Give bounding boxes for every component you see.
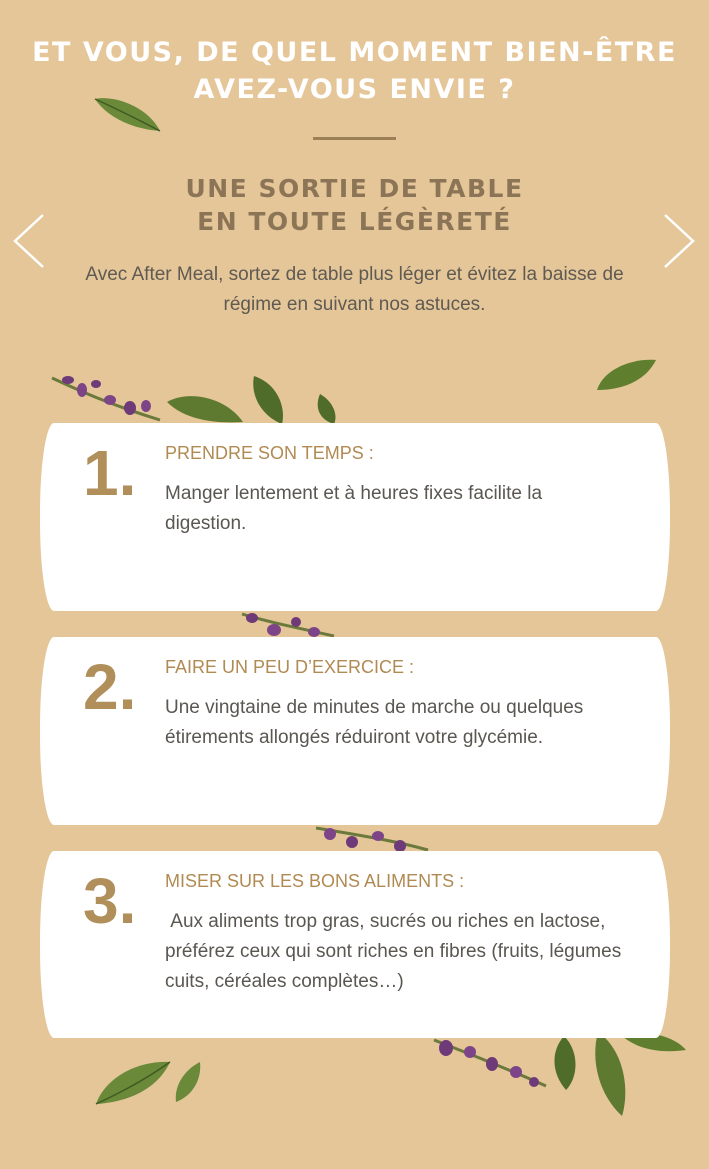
tip-number: 3. xyxy=(83,865,137,937)
tip-heading: FAIRE UN PEU D’EXERCICE : xyxy=(165,657,415,677)
slide-title-line-2: EN TOUTE LÉGÈRETÉ xyxy=(197,207,512,236)
leaf-icon xyxy=(165,392,245,426)
tip-number: 1. xyxy=(83,437,137,509)
leaf-icon xyxy=(248,374,288,426)
leaf-icon xyxy=(548,1034,582,1092)
page-title-line-2: AVEZ-VOUS ENVIE ? xyxy=(193,74,516,105)
leaf-icon xyxy=(170,1060,204,1104)
chevron-right-icon xyxy=(662,212,698,270)
slide-description: Avec After Meal, sortez de table plus léger et évitez la baisse de régime en suivant nos astuces. xyxy=(85,264,624,315)
sage-sprig-icon xyxy=(430,1034,550,1090)
sage-sprig-icon xyxy=(238,608,338,640)
chevron-left-icon xyxy=(10,212,46,270)
sage-sprig-icon xyxy=(48,368,168,428)
leaf-icon xyxy=(594,358,658,394)
sage-sprig-icon xyxy=(312,822,432,854)
page-title-line-1: ET VOUS, DE QUEL MOMENT BIEN-ÊTRE xyxy=(32,37,677,68)
tip-number: 2. xyxy=(83,651,137,723)
title-divider xyxy=(313,137,396,140)
leaf-icon xyxy=(92,1058,172,1106)
previous-slide-button[interactable] xyxy=(10,212,46,270)
slide-title xyxy=(0,172,709,238)
tip-card-3 xyxy=(40,851,670,1038)
leaf-icon xyxy=(310,392,340,426)
tip-heading: PRENDRE SON TEMPS : xyxy=(165,443,374,463)
slide-title-line-1: UNE SORTIE DE TABLE xyxy=(185,174,524,203)
tip-text: Aux aliments trop gras, sucrés ou riches en lactose, préférez ceux qui sont riches en fibres (fruits, légumes cuits, céréales complètes…) xyxy=(165,911,627,992)
tip-card-2 xyxy=(40,637,670,825)
tip-text: Manger lentement et à heures fixes facilite la digestion. xyxy=(165,483,543,534)
next-slide-button[interactable] xyxy=(662,212,698,270)
tip-heading: MISER SUR LES BONS ALIMENTS : xyxy=(165,871,465,891)
tip-text: Une vingtaine de minutes de marche ou quelques étirements allongés réduiront votre glycémie. xyxy=(165,697,584,748)
page-title xyxy=(0,34,709,108)
tip-card-1 xyxy=(40,423,670,611)
